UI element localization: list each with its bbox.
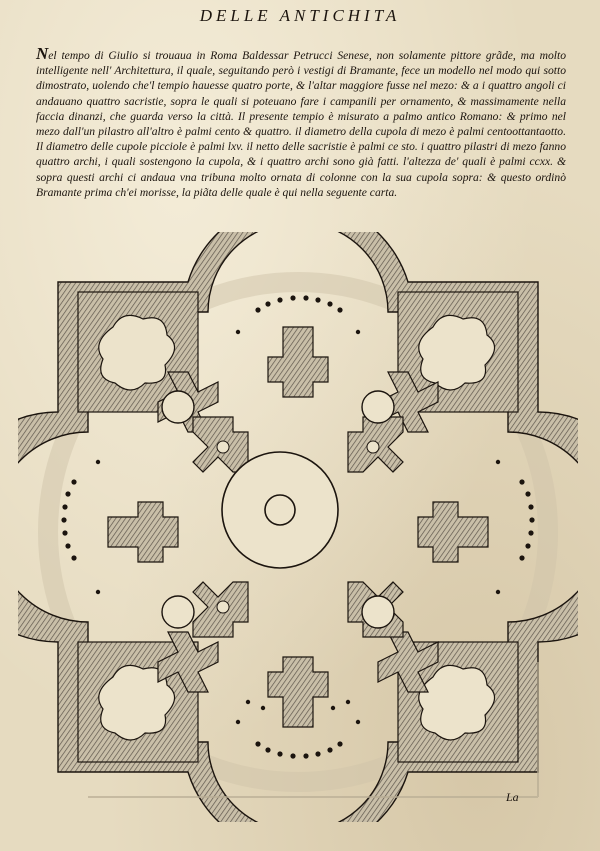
floor-plan-illustration [18, 232, 578, 822]
body-text: el tempo di Giulio si trouaua in Roma Baldessar Petrucci Senese, non solamente pittore grãde, ma molto intelligente nell' Architettura, il quale, seguitando però i vestigi di Bramante, fece un modello nel modo qui sotto dimostrato, uolendo che'l tempio hauesse quatro porte, & l'altar maggiore fusse nel mezo: & a i quattro angoli ci andauano quattro sacristie, sopra le quali si poteuano fare i campanili per ornamento, & massimamente nella faccia dinanzi, che guarda verso la città. Il presente tempio è misurato a palmo antico Romano: & primo nel mezo dall'un pilastro all'altro è palmi cento & quattro. il diametro della cupola di mezo è palmi centoottantaotto. Il diametro delle cupole picciole è palmi lxv. il netto delle sacristie è palmi ce sto. i quattro pilastri di mezo fanno quattro archi, i quali sostengono la cupola, & i quattro archi sono già fatti. l'altezza de' quali è palmi ccxx. & sopra questi archi ci andaua vna tribuna molto ornata di colonne con la sua cupola sopra: & questo ordinò Bramante prima ch'ei morisse, la piãta delle quale è qui nella seguente carta. [36, 49, 566, 199]
running-header: DELLE ANTICHITA [199, 6, 401, 25]
catchword: La [506, 790, 519, 804]
central-dome [222, 452, 338, 568]
drop-cap: N [36, 44, 49, 63]
body-paragraph [36, 46, 566, 200]
